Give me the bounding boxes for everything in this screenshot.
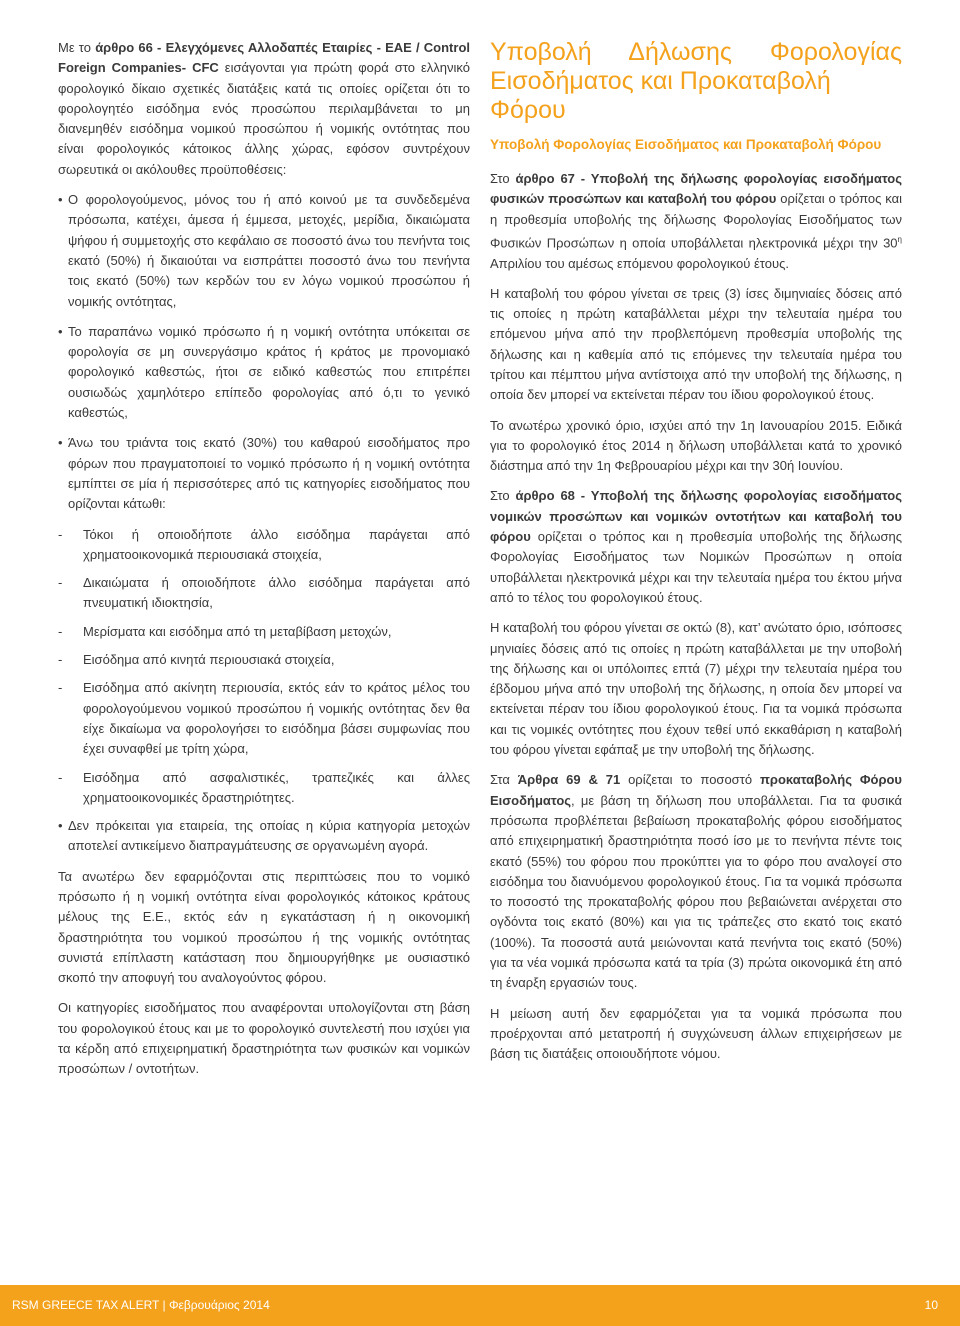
income-category-item: - Δικαιώματα ή οποιοδήποτε άλλο εισόδημα παράγεται από πνευματική ιδιοκτησία,: [58, 573, 470, 614]
right-column: [490, 38, 902, 1075]
reduction-exception-paragraph: Η μείωση αυτή δεν εφαρμόζεται για τα νομικά πρόσωπα που προέρχονται από μετατροπή ή συγχώνευση άλλων επιχειρήσεων με βάση τις διατάξεις οποιουδήποτε νόμου.: [490, 1005, 902, 1062]
cfc-article-title: άρθρο 66 - Ελεγχόμενες Αλλοδαπές Εταιρίες - ΕΑΕ / Control Foreign Companies- CFC: [58, 40, 471, 76]
condition-bullet: • Άνω του τριάντα τοις εκατό (30%) του καθαρού εισοδήματος προ φόρων που πραγματοποιεί το νομικό πρόσωπο ή η νομική οντότητα εμπίπτει σε μία ή περισσότερες από τις κατηγορίες εισοδήματος που ορίζονται κάτωθι:: [58, 433, 470, 514]
income-category-item: - Εισόδημα από ακίνητη περιουσία, εκτός εάν το κράτος μέλος του φορολογούμενου νομικού προσώπου ή νομικής οντότητας δεν θα είχε δικαίωμα να φορολογήσει το εισόδημα βάσει συμφωνίας που έχει συναφθεί με τρίτη χώρα,: [58, 678, 470, 759]
cfc-intro-paragraph: Με το άρθρο 66 - Ελεγχόμενες Αλλοδαπές Εταιρίες - ΕΑΕ / Control Foreign Companies- CFC εισάγονται για πρώτη φορά στο ελληνικό φορολογικό δίκαιο σχετικές διατάξεις κατά τις οποίες ορίζεται ότι το φορολογητέο εισόδημα ενός προσώπου περιλαμβάνεται το μη διανεμηθέν εισόδημα νομικού προσώπου ή νομικής οντότητας που είναι φορολογικός κάτοικος άλλης χώρας, εφόσον συντρέχουν σωρευτικά οι ακόλουθες προϋποθέσεις:: [58, 40, 471, 177]
article-67-paragraph: Στο άρθρο 67 - Υποβολή της δήλωσης φορολογίας εισοδήματος φυσικών προσώπων και καταβολή του φόρου ορίζεται ο τρόπος και η προθεσμία υποβολής της δήλωσης Φορολογίας Εισοδήματος των Φυσικών Προσώπων η οποία υποβάλλεται ηλεκτρονικά μέχρι την $30^\eta$ Απριλίου του αμέσως επόμενου φορολογικού έτους.: [490, 171, 902, 271]
income-category-item: - Εισόδημα από κινητά περιουσιακά στοιχεία,: [58, 650, 470, 670]
page-number: 10: [924, 1298, 938, 1312]
income-calculation-paragraph: Οι κατηγορίες εισοδήματος που αναφέρονται υπολογίζονται στη βάση του φορολογικού έτους και με το φορολογικό συντελεστή που ισχύει για τα κέρδη από επιχειρηματική δραστηριότητα των φυσικών και νομικών προσώπων / οντοτήτων.: [58, 1000, 470, 1077]
income-category-item: - Τόκοι ή οποιοδήποτε άλλο εισόδημα παράγεται από χρηματοοικονομικά περιουσιακά στοιχεία,: [58, 525, 470, 566]
condition-bullet: • Το παραπάνω νομικό πρόσωπο ή η νομική οντότητα υπόκειται σε φορολογία σε μη συνεργάσιμο κράτος ή κράτος με προνομιακό φορολογικό καθεστώς, ήτοι σε ειδικό καθεστώς που επιτρέπει ουσιωδώς χαμηλότερο επίπεδο φορολογίας από ό,τι το γενικό καθεστώς,: [58, 322, 470, 423]
section-heading: Υποβολή Δήλωσης Φορολογίας Εισοδήματος και Προκαταβολή Φόρου: [490, 38, 902, 124]
income-category-item: - Εισόδημα από ασφαλιστικές, τραπεζικές και άλλες χρηματοοικονομικές δραστηριότητες.: [58, 768, 470, 809]
section-subheading: Υποβολή Φορολογίας Εισοδήματος και Προκαταβολή Φόρου: [490, 137, 882, 152]
installments-paragraph: Η καταβολή του φόρου γίνεται σε τρεις (3) ίσες διμηνιαίες δόσεις από τις οποίες η πρώτη καταβάλλεται μέχρι την τελευταία ημέρα του επόμενου μήνα από την προβλεπόμενη προθεσμία υποβολής της δήλωσης και η καθεμία από τις επόμενες την τελευταία ημέρα του τρίτου και πέμπτου μήνα αντίστοιχα από την υποβολή της δήλωσης, η οποία δεν μπορεί να εκτείνεται πέραν του ίδιου φορολογικού έτους.: [490, 285, 902, 403]
left-column: [58, 38, 470, 1090]
legal-entities-payment-paragraph: Η καταβολή του φόρου γίνεται σε οκτώ (8), κατ’ ανώτατο όριο, ισόποσες μηνιαίες δόσεις από τις οποίες η πρώτη καταβάλλεται με την υποβολή της δήλωσης και οι υπόλοιπες επτά (7) μέχρι την τελευταία ημέρα του έβδομου μήνα από την υποβολή της δήλωσης, η οποία δεν μπορεί να εκτείνεται πέραν του ίδιου φορολογικού έτους. Για τα νομικά πρόσωπα και τις νομικές οντότητες που έχουν τεθεί υπό εκκαθάριση η καταβολή του φόρου γίνεται εφάπαξ με την υποβολή της δήλωσης.: [490, 620, 902, 758]
deadline-paragraph: Το ανωτέρω χρονικό όριο, ισχύει από την 1η Ιανουαρίου 2015. Ειδικά για το φορολογικό έτος 2014 η δήλωση υποβάλλεται κατά το χρονικό διάστημα από την 1η Φεβρουαρίου μέχρι και την 30ή Ιουνίου.: [490, 417, 902, 474]
condition-bullet: • Ο φορολογούμενος, μόνος του ή από κοινού με τα συνδεδεμένα πρόσωπα, κατέχει, άμεσα ή έμμεσα, μετοχές, μερίδια, δικαιώματα ψήφου ή συμμετοχής στο κεφάλαιο σε ποσοστό άνω του πενήντα τοις εκατό (50%) ή δικαιούται να εισπράττει ποσοστό άνω του πενήντα τοις εκατό (50%) των κερδών του εν λόγω νομικού προσώπου ή νομικής οντότητας,: [58, 190, 470, 312]
income-category-item: - Μερίσματα και εισόδημα από τη μεταβίβαση μετοχών,: [58, 622, 470, 642]
footer-title: RSM GREECE TAX ALERT | Φεβρουάριος 2014: [12, 1298, 270, 1312]
condition-bullet: • Δεν πρόκειται για εταιρεία, της οποίας η κύρια κατηγορία μετοχών αποτελεί αντικείμενο διαπραγμάτευσης σε οργανωμένη αγορά.: [58, 816, 470, 857]
advance-tax-paragraph: Στα Άρθρα 69 & 71 ορίζεται το ποσοστό προκαταβολής Φόρου Εισοδήματος, με βάση τη δήλωση που υποβάλλεται. Για τα φυσικά πρόσωπα προβλέπεται βεβαίωση προκαταβολής φόρου εισοδήματος από επιχειρηματική δραστηριότητα ποσό ίσο με το πενήντα πέντε τοις εκατό (55%) του φόρου που προκύπτει για το φόρο που αναλογεί στο εισόδημα του διανυόμενου φορολογικού έτους. Για τα νομικά πρόσωπα το ποσοστό της προκαταβολής φόρου που βεβαιώνεται ανέρχεται στο ογδόντα τοις εκατό (80%) και για τις τράπεζες στο εκατό τοις εκατό (100%). Τα ποσοστά αυτά μειώνονται κατά πενήντα τοις εκατό (50%) για τα νέα νομικά πρόσωπα κατά τα τρία (3) πρώτα οικονομικά έτη από τη έναρξη εργασιών τους.: [490, 772, 902, 991]
page-footer: [0, 1285, 960, 1326]
article-68-paragraph: Στο άρθρο 68 - Υποβολή της δήλωσης φορολογίας εισοδήματος νομικών προσώπων και νομικών οντοτήτων και καταβολή του φόρου ορίζεται ο τρόπος και η προθεσμία υποβολής της δήλωσης Φορολογίας Εισοδήματος των Νομικών Προσώπων η οποία υποβάλλεται ηλεκτρονικά μέχρι και την τελευταία ημέρα του έκτου μήνα από το τέλος του φορολογικού έτους.: [490, 488, 902, 605]
eu-exception-paragraph: Τα ανωτέρω δεν εφαρμόζονται στις περιπτώσεις που το νομικό πρόσωπο ή η νομική οντότητα είναι φορολογικός κάτοικος κράτους μέλους της Ε.Ε., εκτός εάν η εγκατάσταση ή η οικονομική δραστηριότητα του νομικού προσώπου ή της νομικής οντότητας συνιστά επίπλαστη κατάσταση που δημιουργήθηκε με ουσιαστικό σκοπό την αποφυγή του αναλογούντος φόρου.: [58, 868, 470, 986]
